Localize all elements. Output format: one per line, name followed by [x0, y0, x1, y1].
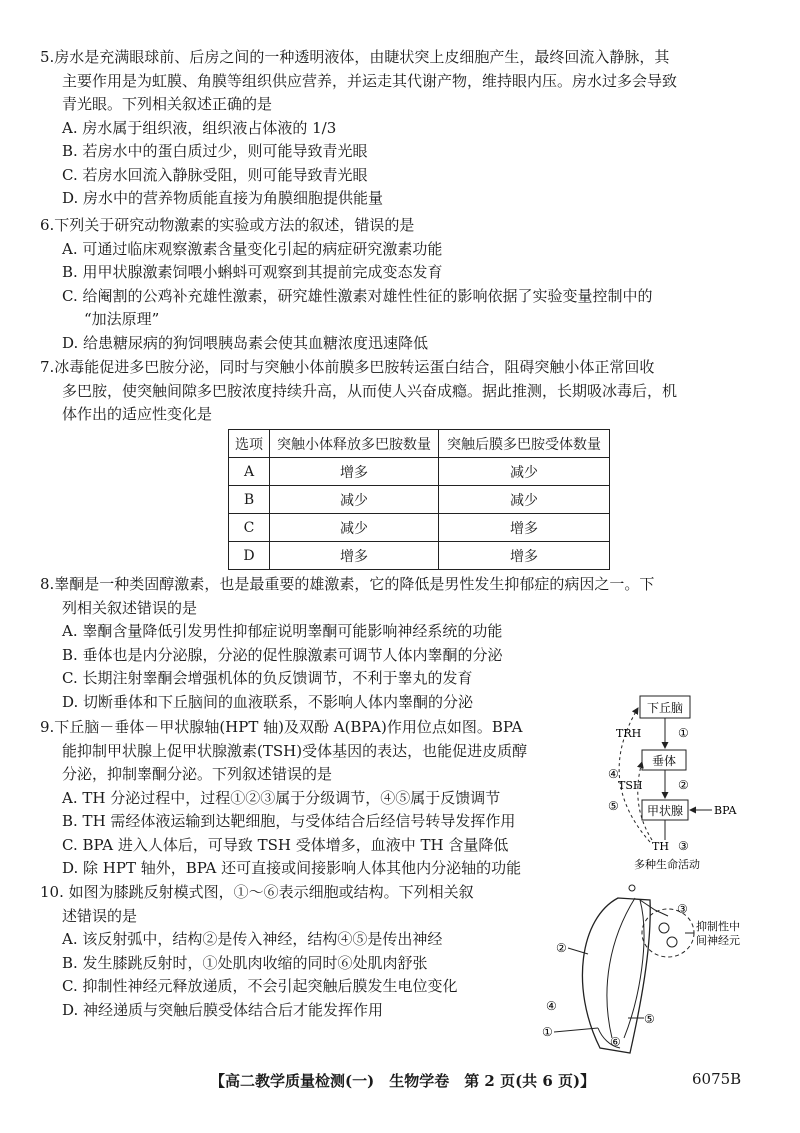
- q10-option-a: A. 该反射弧中，结构②是传入神经，结构④⑤是传出神经: [62, 930, 443, 948]
- diagram-caption: 多种生命活动: [634, 858, 700, 871]
- table-header: 选项: [229, 430, 270, 458]
- q5-option-c: C. 若房水回流入静脉受阻，则可能导致青光眼: [62, 165, 368, 184]
- q10-option-d: D. 神经递质与突触后膜受体结合后才能发挥作用: [62, 1000, 384, 1019]
- table-cell: C: [229, 514, 270, 542]
- label-2: ②: [556, 941, 567, 955]
- th-label: TH: [652, 840, 669, 853]
- pituitary-label: 垂体: [651, 754, 677, 768]
- q10-line1: 10. 如图为膝跳反射模式图，①～⑥表示细胞或结构。下列相关叙: [40, 883, 474, 901]
- question-6: [40, 214, 652, 355]
- table-header: 突触小体释放多巴胺数量: [270, 430, 439, 458]
- question-7: [40, 356, 677, 427]
- table-cell: 增多: [270, 542, 439, 570]
- q7-line2: 多巴胺，使突触间隙多巴胺浓度持续升高，从而使人兴奋成瘾。据此推测，长期吸冰毒后，机: [62, 381, 678, 400]
- q5-line2: 主要作用是为虹膜、角膜等组织供应营养，并运走其代谢产物，维持眼内压。房水过多会导致: [62, 71, 678, 90]
- q6-line1: 6.下列关于研究动物激素的实验或方法的叙述，错误的是: [40, 216, 415, 234]
- q6-option-c: C. 给阉割的公鸡补充雄性激素，研究雄性激素对雄性性征的影响依据了实验变量控制中的: [62, 286, 653, 305]
- q8-option-a: A. 睾酮含量降低引发男性抑郁症说明睾酮可能影响神经系统的功能: [62, 622, 503, 640]
- hypothalamus-label: 下丘脑: [646, 701, 684, 715]
- table-row: [229, 458, 610, 486]
- table-cell: D: [229, 542, 270, 570]
- table-cell: A: [229, 458, 270, 486]
- q6-option-d: D. 给患糖尿病的狗饲喂胰岛素会使其血糖浓度迅速降低: [62, 333, 429, 352]
- table-cell: 减少: [439, 486, 610, 514]
- q5-line1: 5.房水是充满眼球前、后房之间的一种透明液体，由睫状突上皮细胞产生，最终回流入静脉，其: [40, 48, 670, 66]
- q10-option-b: B. 发生膝跳反射时，①处肌肉收缩的同时⑥处肌肉舒张: [62, 953, 428, 972]
- q8-option-c: C. 长期注射睾酮会增强机体的负反馈调节，不利于睾丸的发育: [62, 669, 473, 687]
- leg-outline: [582, 898, 650, 1053]
- q8-line2: 列相关叙述错误的是: [62, 598, 198, 617]
- question-8: [40, 573, 654, 714]
- q6-option-b: B. 用甲状腺激素饲喂小蝌蚪可观察到其提前完成变态发育: [62, 263, 443, 281]
- table-header: 突触后膜多巴胺受体数量: [439, 430, 610, 458]
- table-cell: 减少: [270, 486, 439, 514]
- page-footer: 【高二教学质量检测(一) 生物学卷 第 2 页(共 6 页)】: [210, 1072, 596, 1090]
- question-9: [40, 716, 527, 881]
- table-cell: 增多: [439, 542, 610, 570]
- step2-label: ②: [678, 778, 689, 792]
- q7-line3: 体作出的适应性变化是: [62, 405, 213, 423]
- q10-line2: 述错误的是: [62, 906, 138, 925]
- afferent-nerve: [607, 898, 635, 1038]
- step1-label: ①: [678, 726, 689, 740]
- inhibitory-label-2: 间神经元: [696, 934, 740, 947]
- bpa-label: BPA: [714, 804, 737, 817]
- q8-option-b: B. 垂体也是内分泌腺，分泌的促性腺激素可调节人体内睾酮的分泌: [62, 645, 503, 664]
- pointer-1: [554, 1028, 598, 1032]
- trh-label: TRH: [616, 727, 642, 740]
- label-6: ⑥: [610, 1035, 621, 1049]
- label-5: ⑤: [644, 1012, 655, 1026]
- q7-line1: 7.冰毒能促进多巴胺分泌，同时与突触小体前膜多巴胺转运蛋白结合，阻碍突触小体正常回收: [40, 358, 655, 376]
- label-4: ④: [546, 999, 557, 1013]
- table-cell: 减少: [270, 514, 439, 542]
- interneuron-cell: [659, 923, 669, 933]
- label-3: ③: [677, 902, 688, 916]
- tsh-label: TSH: [618, 779, 643, 792]
- q6-option-c-cont: “加法原理”: [84, 310, 160, 328]
- motor-neuron-cell: [667, 937, 677, 947]
- q9-option-a: A. TH 分泌过程中，过程①②③属于分级调节，④⑤属于反馈调节: [62, 788, 501, 807]
- q8-line1: 8.睾酮是一种类固醇激素，也是最重要的雄激素，它的降低是男性发生抑郁症的病因之一。下: [40, 575, 655, 593]
- thyroid-label: 甲状腺: [646, 804, 684, 818]
- q9-line3: 分泌，抑制睾酮分泌。下列叙述错误的是: [62, 765, 333, 783]
- table-header-row: [229, 430, 610, 458]
- table-cell: 减少: [439, 458, 610, 486]
- step5-label: ⑤: [608, 799, 619, 813]
- spinal-marker: [629, 885, 635, 891]
- paper-code: 6075B: [692, 1070, 742, 1088]
- table-cell: B: [229, 486, 270, 514]
- q9-option-d: D. 除 HPT 轴外，BPA 还可直接或间接影响人体其他内分泌轴的功能: [62, 859, 522, 877]
- q10-option-c: C. 抑制性神经元释放递质，不会引起突触后膜发生电位变化: [62, 977, 458, 995]
- q5-option-a: A. 房水属于组织液，组织液占体液的 1/3: [62, 118, 337, 137]
- q9-option-c: C. BPA 进入人体后，可导致 TSH 受体增多，血液中 TH 含量降低: [62, 835, 509, 854]
- table-cell: 增多: [270, 458, 439, 486]
- q5-option-b: B. 若房水中的蛋白质过少，则可能导致青光眼: [62, 142, 368, 160]
- nerve-to-cord: [640, 900, 668, 916]
- table-row: [229, 542, 610, 570]
- q8-option-d: D. 切断垂体和下丘脑间的血液联系，不影响人体内睾酮的分泌: [62, 692, 474, 711]
- hpt-axis-diagram: [600, 690, 770, 875]
- step4-label: ④: [608, 767, 619, 781]
- knee-reflex-diagram: [540, 878, 780, 1063]
- efferent-nerve: [624, 900, 644, 1038]
- step3-label: ③: [678, 839, 689, 853]
- q9-line1: 9.下丘脑－垂体－甲状腺轴(HPT 轴)及双酚 A(BPA)作用位点如图。BPA: [40, 718, 523, 736]
- q9-line2: 能抑制甲状腺上促甲状腺激素(TSH)受体基因的表达，也能促进皮质醇: [62, 741, 528, 760]
- table-cell: 增多: [439, 514, 610, 542]
- q9-option-b: B. TH 需经体液运输到达靶细胞，与受体结合后经信号转导发挥作用: [62, 812, 516, 830]
- table-row: [229, 486, 610, 514]
- label-1: ①: [542, 1025, 553, 1039]
- table-row: [229, 514, 610, 542]
- q5-option-d: D. 房水中的营养物质能直接为角膜细胞提供能量: [62, 189, 384, 207]
- question-5: [40, 46, 677, 211]
- inhibitory-label-1: 抑制性中: [696, 920, 740, 933]
- q6-option-a: A. 可通过临床观察激素含量变化引起的病症研究激素功能: [62, 239, 443, 258]
- q5-line3: 青光眼。下列相关叙述正确的是: [62, 95, 273, 113]
- q7-table: [228, 429, 610, 570]
- question-10: [40, 881, 474, 1022]
